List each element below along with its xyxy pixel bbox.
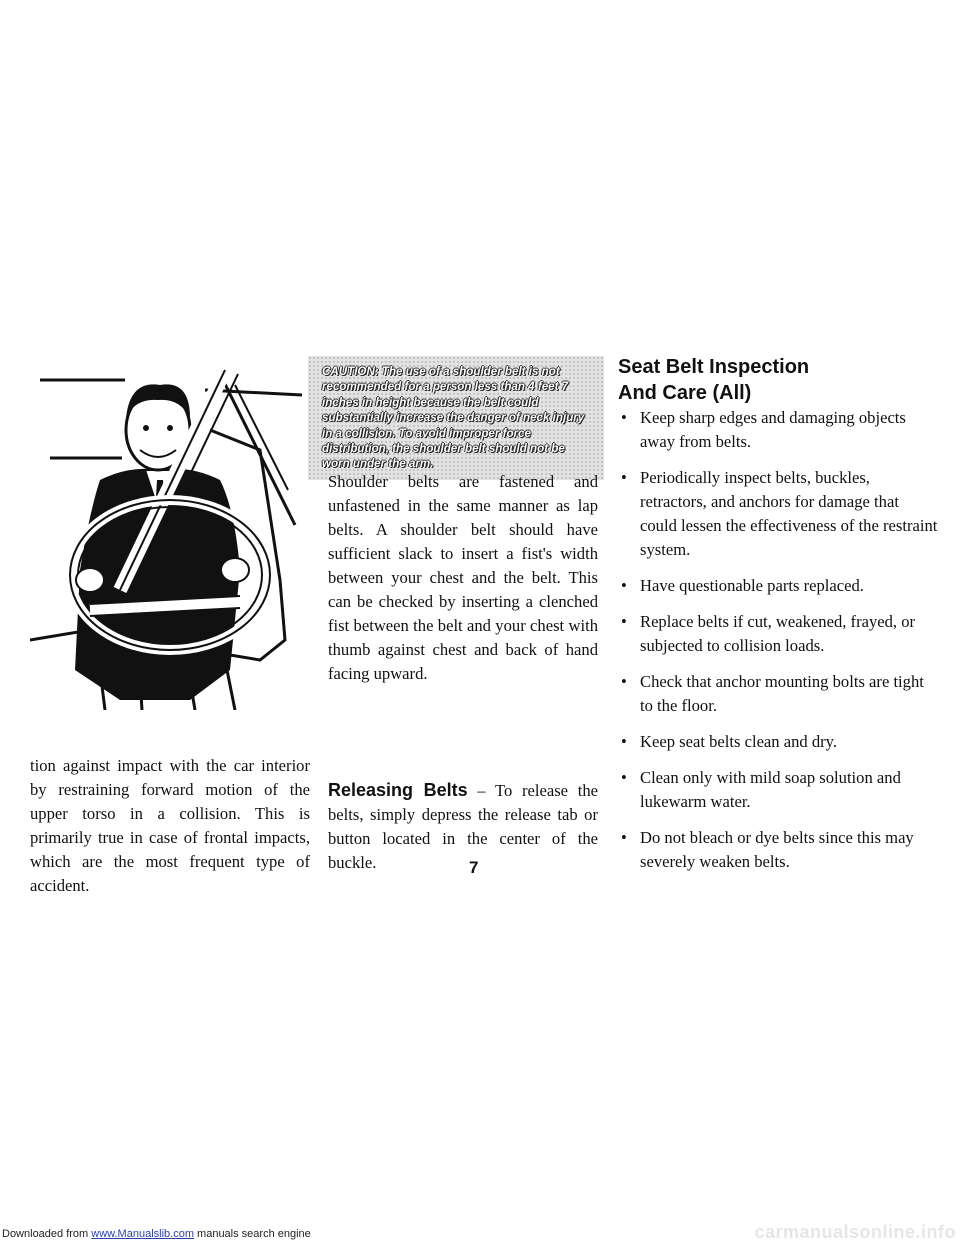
driver-with-shoulder-belt-illustration	[30, 340, 308, 710]
banner-prefix: Downloaded from	[2, 1228, 92, 1240]
caution-box	[308, 356, 604, 480]
list-item: • Keep seat belts clean and dry.	[618, 730, 938, 754]
page-number: 7	[469, 858, 479, 877]
inspection-care-list	[618, 406, 938, 886]
shoulder-belt-paragraph: Shoulder belts are fastened and unfastened in the same manner as lap belts. A shoulder belt should have sufficient slack to insert a fist's width between your chest and the belt. This can be checked by inserting a clenched fist between the belt and your chest with thumb against chest and back of hand facing upward.	[328, 472, 598, 683]
releasing-dash: –	[467, 781, 495, 800]
releasing-belts-section	[328, 778, 598, 875]
section-title	[618, 354, 938, 406]
list-item: • Keep sharp edges and damaging objects away from belts.	[618, 406, 938, 454]
list-item: • Have questionable parts replaced.	[618, 574, 938, 598]
section-title-line-2: And Care (All)	[618, 382, 752, 404]
download-banner	[0, 1222, 960, 1242]
caution-text: CAUTION: The use of a shoulder belt is not recommended for a person less than 4 feet 7 inches in height because the belt could substantially increase the danger of neck injury in a collision. To avoid improper force distribution, the shoulder belt should not be worn under the arm.	[322, 365, 585, 471]
list-item: • Do not bleach or dye belts since this may severely weaken belts.	[618, 826, 938, 874]
releasing-belts-heading: Releasing Belts	[328, 780, 468, 800]
banner-suffix: manuals search engine	[193, 1228, 311, 1240]
list-item: • Check that anchor mounting bolts are tight to the floor.	[618, 670, 938, 718]
banner-text	[2, 1226, 311, 1242]
list-item: • Clean only with mild soap solution and lukewarm water.	[618, 766, 938, 814]
section-title-line-1: Seat Belt Inspection	[618, 356, 810, 378]
list-item: • Periodically inspect belts, buckles, retractors, and anchors for damage that could lessen the effectiveness of the restraint system.	[618, 466, 938, 562]
manualslib-link[interactable]: www.Manualslib.com	[91, 1228, 194, 1240]
left-column-text: tion against impact with the car interior by restraining forward motion of the upper torso in a collision. This is primarily true in case of frontal impacts, which are the most frequent type of accident.	[30, 756, 310, 895]
watermark: carmanualsonline.info	[754, 1222, 956, 1242]
releasing-belts-text: To release the belts, simply depress the release tab or button located in the center of the buckle.	[328, 781, 598, 872]
list-item: • Replace belts if cut, weakened, frayed, or subjected to collision loads.	[618, 610, 938, 658]
